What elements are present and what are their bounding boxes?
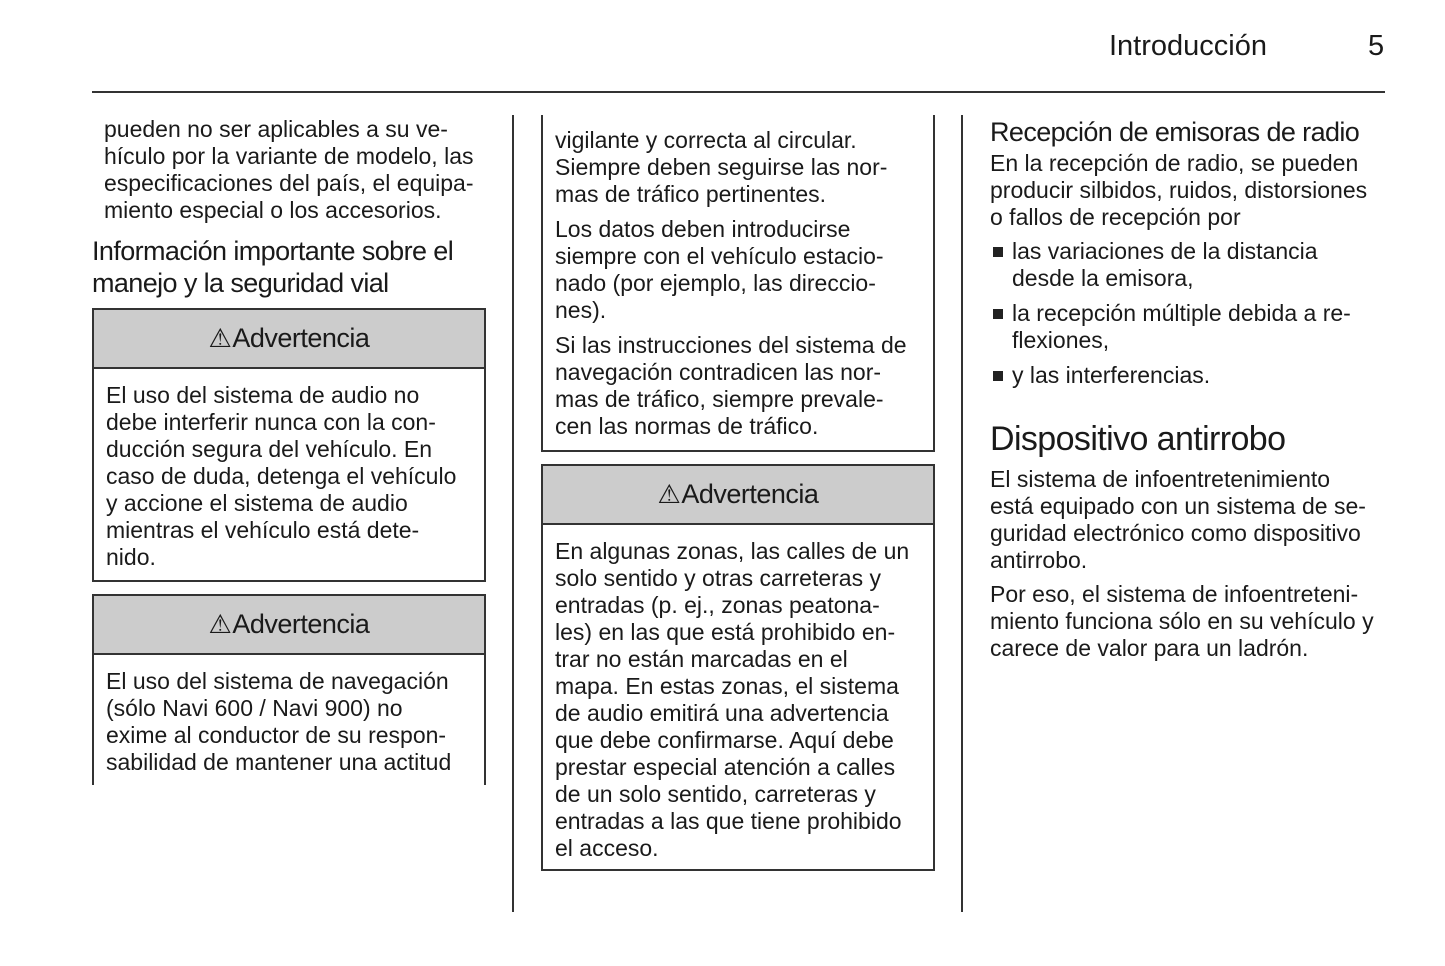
paragraph (555, 332, 933, 440)
text-line: nido. (106, 544, 156, 570)
text-line: siempre con el vehículo estacio- (555, 243, 884, 269)
text-line: El sistema de infoentretenimiento (990, 466, 1331, 492)
text-line: les) en las que está prohibido en- (555, 619, 896, 645)
text-line: nado (por ejemplo, las direccio- (555, 270, 876, 296)
page-number: 5 (1368, 30, 1385, 62)
text-line: y las interferencias. (1012, 362, 1211, 388)
text-line: vigilante y correcta al circular. (555, 127, 857, 153)
text-line: Por eso, el sistema de infoentreteni- (990, 581, 1359, 607)
text-line: miento funciona sólo en su vehículo y (990, 608, 1374, 634)
text-line: Información importante sobre el (92, 236, 454, 266)
text-line: ducción segura del vehículo. En (106, 436, 433, 462)
text-line: cen las normas de tráfico. (555, 413, 819, 439)
warning-text (94, 369, 484, 571)
warning-box (92, 308, 486, 582)
text-line: exime al conductor de su respon- (106, 722, 447, 748)
text-line: nes). (555, 297, 607, 323)
warning-box-continued (541, 100, 935, 452)
text-line: En algunas zonas, las calles de un (555, 538, 910, 564)
text-line: especificaciones del país, el equipa- (104, 170, 474, 196)
warning-text (543, 525, 933, 862)
text-line: mas de tráfico, siempre prevale- (555, 386, 884, 412)
paragraph (990, 581, 1374, 662)
warning-title: Advertencia (232, 323, 370, 353)
text-line: Siempre deben seguirse las nor- (555, 154, 888, 180)
text-line: está equipado con un sistema de se- (990, 493, 1366, 519)
text-line: sabilidad de mantener una actitud (106, 749, 452, 775)
section-heading (92, 235, 453, 299)
text-line: la recepción múltiple debida a re- (1012, 300, 1351, 326)
text-line: antirrobo. (990, 547, 1088, 573)
text-line: entradas a las que tiene prohibido (555, 808, 902, 834)
bullet-item (990, 300, 1351, 354)
text-line: carece de valor para un ladrón. (990, 635, 1309, 661)
column-divider (512, 115, 514, 912)
section-heading: Dispositivo antirrobo (990, 420, 1286, 458)
text-line: hículo por la variante de modelo, las (104, 143, 474, 169)
text-line: navegación contradicen las nor- (555, 359, 882, 385)
text-line: el acceso. (555, 835, 659, 861)
bullet-list (990, 238, 1351, 397)
bullet-item (990, 362, 1351, 389)
text-line: producir silbidos, ruidos, distorsiones (990, 177, 1368, 203)
section-heading: Recepción de emisoras de radio (990, 117, 1360, 147)
text-line: mas de tráfico pertinentes. (555, 181, 827, 207)
text-line: Los datos deben introducirse (555, 216, 851, 242)
text-line: de un solo sentido, carreteras y (555, 781, 876, 807)
paragraph (555, 216, 933, 324)
warning-triangle-icon: ⚠ (208, 323, 232, 353)
paragraph (990, 150, 1367, 231)
text-line: debe interferir nunca con la con- (106, 409, 436, 435)
text-line: de audio emitirá una advertencia (555, 700, 889, 726)
paragraph (990, 466, 1366, 574)
warning-triangle-icon: ⚠ (657, 479, 681, 509)
text-line: y accione el sistema de audio (106, 490, 408, 516)
text-line: miento especial o los accesorios. (104, 197, 442, 223)
text-line: entradas (p. ej., zonas peatona- (555, 592, 880, 618)
text-line: caso de duda, detenga el vehículo (106, 463, 457, 489)
header-rule (92, 91, 1385, 93)
text-line: En la recepción de radio, se pueden (990, 150, 1359, 176)
section-title: Introducción (1109, 30, 1267, 62)
warning-triangle-icon: ⚠ (208, 609, 232, 639)
column-divider (961, 115, 963, 912)
text-line: flexiones, (1012, 327, 1110, 353)
text-line: prestar especial atención a calles (555, 754, 896, 780)
text-line: Si las instrucciones del sistema de (555, 332, 907, 358)
text-line: que debe confirmarse. Aquí debe (555, 727, 894, 753)
text-line: o fallos de recepción por (990, 204, 1241, 230)
text-line: desde la emisora, (1012, 265, 1194, 291)
text-line: pueden no ser aplicables a su ve- (104, 116, 448, 142)
text-line: mapa. En estas zonas, el sistema (555, 673, 899, 699)
text-line: (sólo Navi 600 / Navi 900) no (106, 695, 403, 721)
text-line: El uso del sistema de audio no (106, 382, 420, 408)
text-line: trar no están marcadas en el (555, 646, 848, 672)
warning-title: Advertencia (681, 479, 819, 509)
text-line: las variaciones de la distancia (1012, 238, 1318, 264)
warning-box (541, 464, 935, 871)
text-line: solo sentido y otras carreteras y (555, 565, 881, 591)
text-line: mientras el vehículo está dete- (106, 517, 420, 543)
bullet-item (990, 238, 1351, 292)
text-line: manejo y la seguridad vial (92, 268, 389, 298)
paragraph (104, 116, 474, 224)
text-line: El uso del sistema de navegación (106, 668, 449, 694)
warning-text (94, 655, 484, 776)
text-line: guridad electrónico como dispositivo (990, 520, 1361, 546)
paragraph (555, 127, 933, 208)
warning-title: Advertencia (232, 609, 370, 639)
